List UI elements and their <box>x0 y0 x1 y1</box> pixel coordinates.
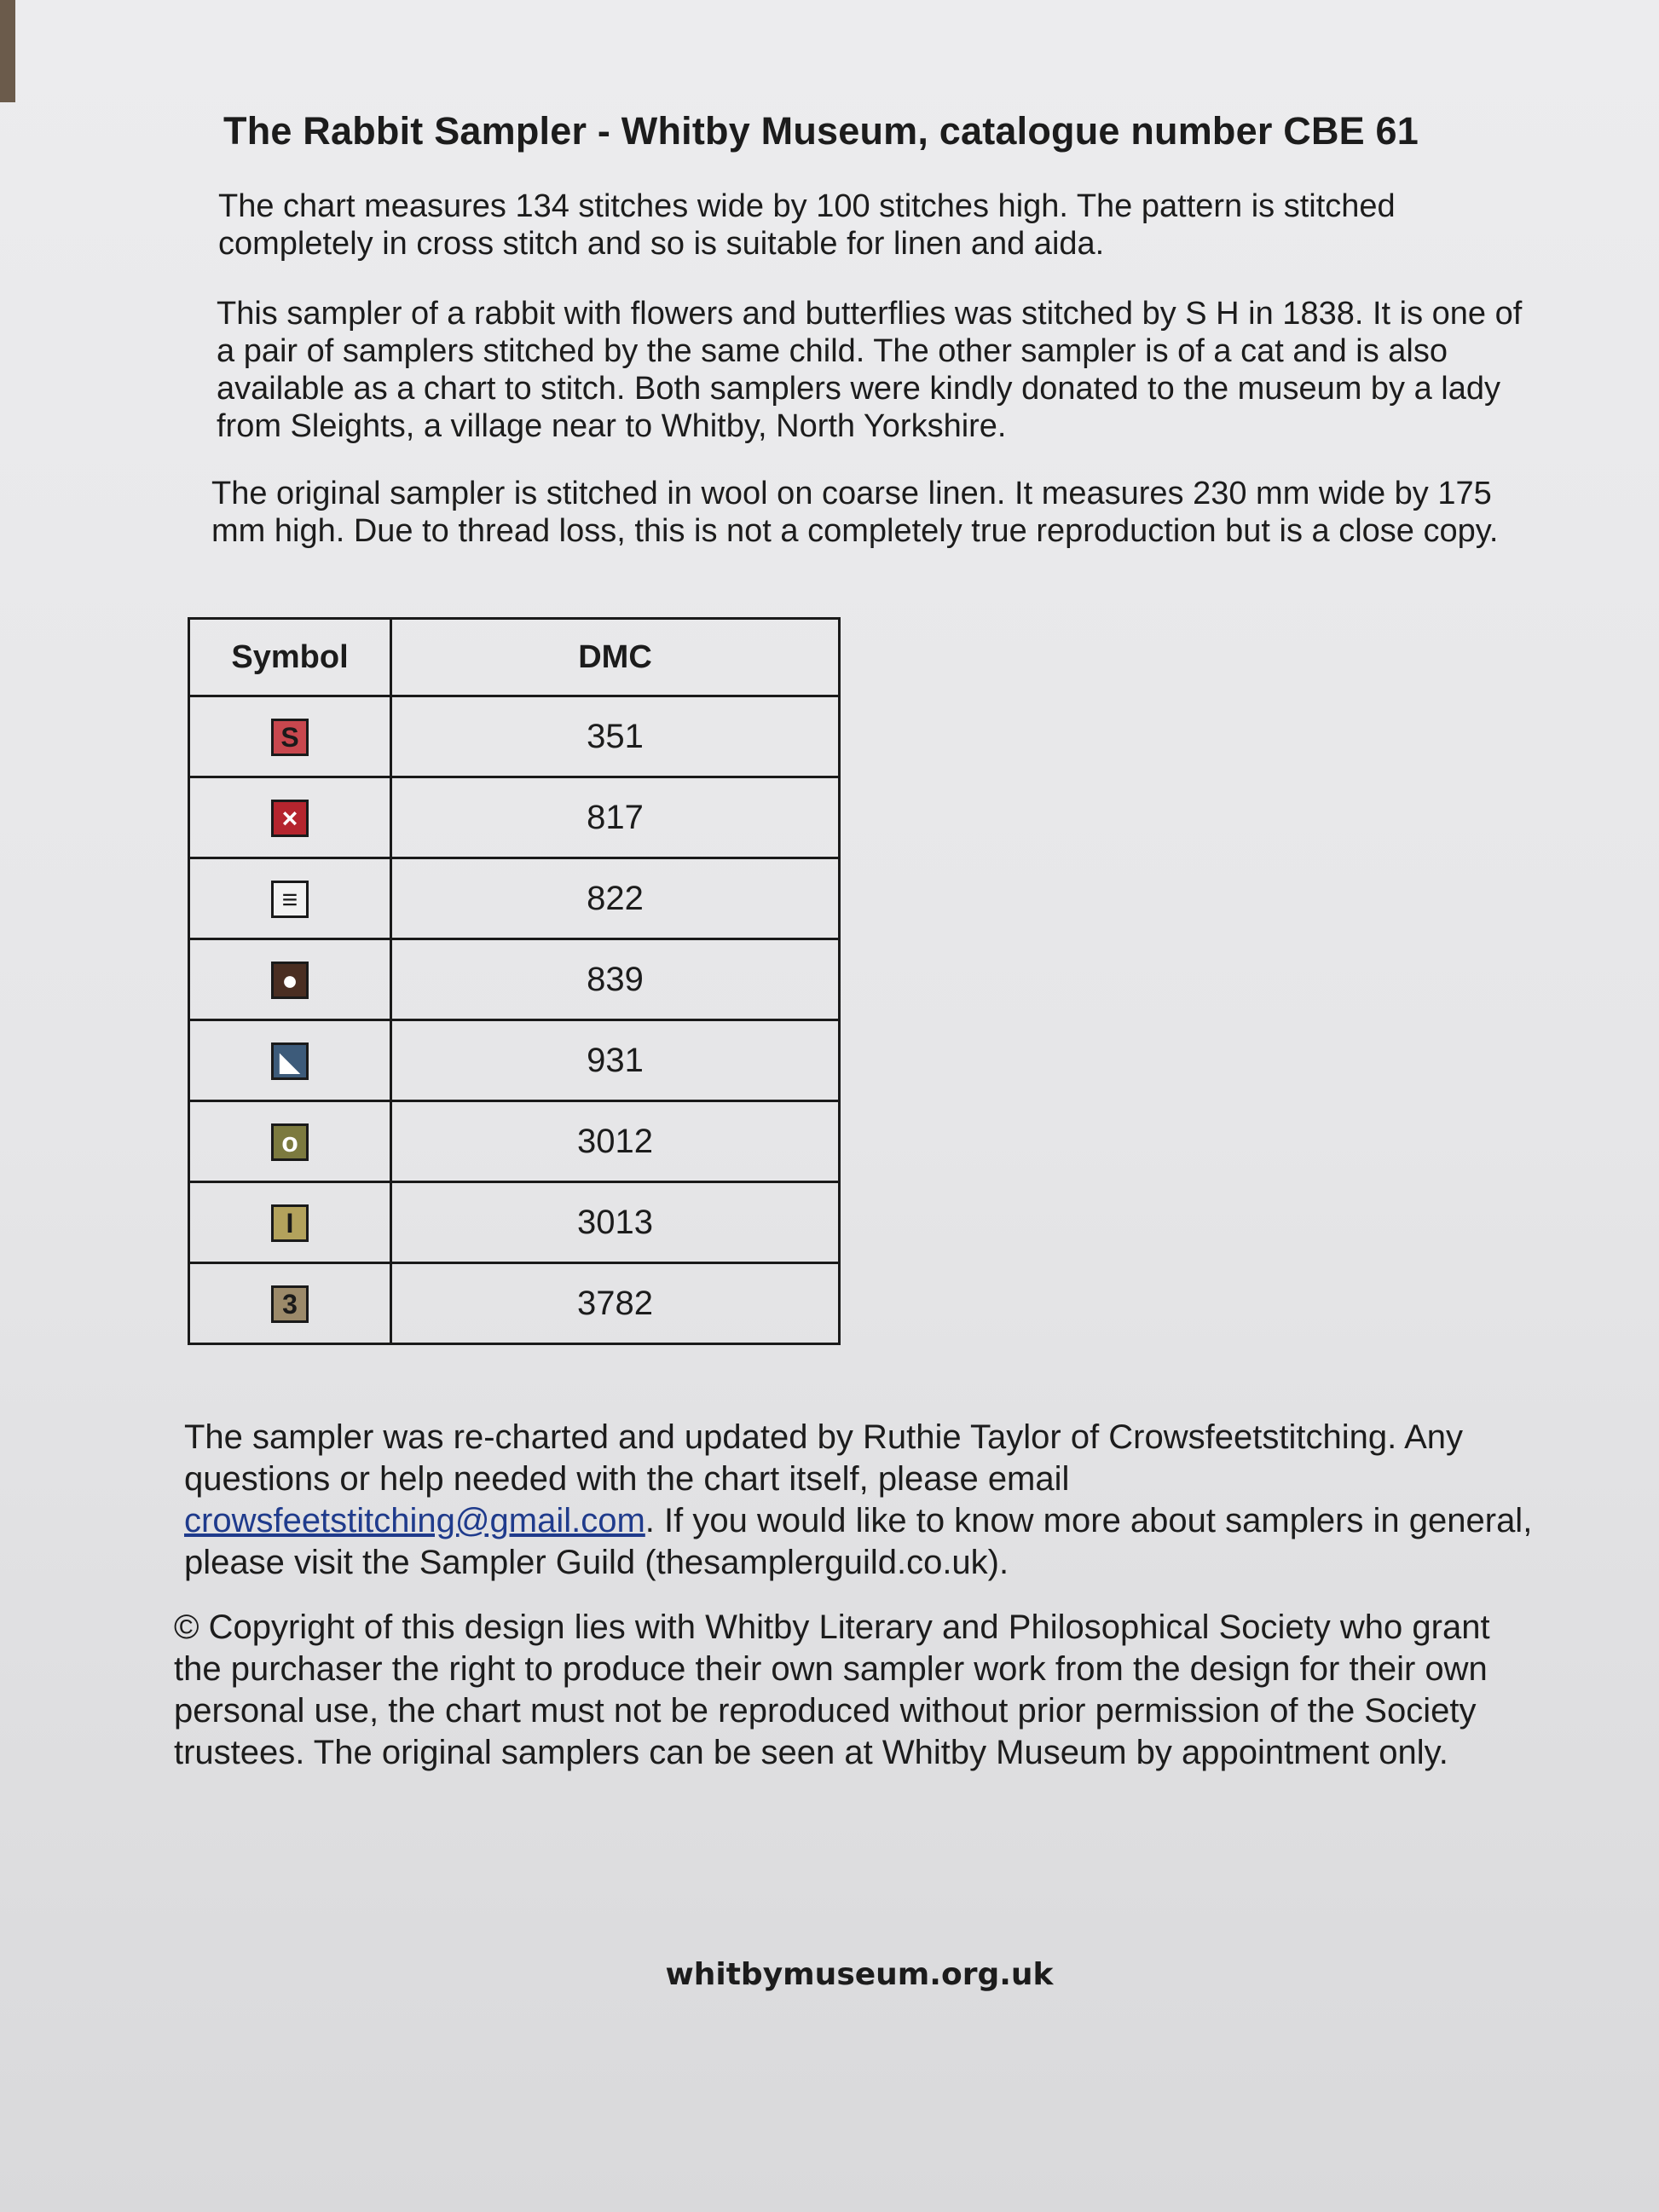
symbol-cell <box>189 696 391 777</box>
symbol-cell <box>189 1020 391 1101</box>
recharted-credit-paragraph <box>184 1417 1548 1584</box>
key-table-body <box>189 696 840 1344</box>
s-symbol-icon: S <box>271 719 309 756</box>
symbol-cell <box>189 1182 391 1263</box>
symbol-cell <box>189 777 391 858</box>
three-symbol-icon: 3 <box>271 1285 309 1323</box>
dmc-number-cell: 817 <box>391 777 840 858</box>
symbol-cell <box>189 939 391 1020</box>
three-bars-symbol-icon: ≡ <box>271 881 309 918</box>
dmc-number-cell: 3782 <box>391 1263 840 1344</box>
footer-website: whitbymuseum.org.uk <box>665 1957 1054 1992</box>
circle-symbol-icon: o <box>271 1123 309 1161</box>
table-row <box>189 939 840 1020</box>
symbol-column-header: Symbol <box>189 619 391 696</box>
table-row <box>189 858 840 939</box>
email-link[interactable]: crowsfeetstitching@gmail.com <box>184 1502 645 1539</box>
table-row <box>189 777 840 858</box>
document-title: The Rabbit Sampler - Whitby Museum, catalogue number CBE 61 <box>223 109 1419 153</box>
dmc-column-header: DMC <box>391 619 840 696</box>
dmc-number-cell: 3013 <box>391 1182 840 1263</box>
dmc-number-cell: 3012 <box>391 1101 840 1182</box>
dmc-number-cell: 839 <box>391 939 840 1020</box>
table-row <box>189 696 840 777</box>
triangle-symbol-icon: ◣ <box>271 1042 309 1080</box>
table-header-row <box>189 619 840 696</box>
dmc-number-cell: 351 <box>391 696 840 777</box>
sampler-history-paragraph: This sampler of a rabbit with flowers and butterflies was stitched by S H in 1838. It is one of a pair of samplers stitched by the same child. The other sampler is of a cat and is also available as a chart to stitch. Both samplers were kindly donated to the museum by a lady from Sleights, a village near to Whitby, North Yorkshire. <box>217 296 1523 444</box>
dmc-number-cell: 931 <box>391 1020 840 1101</box>
table-row <box>189 1101 840 1182</box>
credit-text-continued: . If you would like to know more about samplers in general, please visit the Sampler Guild (thesamplerguild.co.uk). <box>184 1502 1533 1581</box>
credit-text: The sampler was re-charted and updated by Ruthie Taylor of Crowsfeetstitching. Any questions or help needed with the chart itself, please email <box>184 1418 1464 1498</box>
symbol-cell <box>189 858 391 939</box>
bar-symbol-icon: I <box>271 1204 309 1242</box>
dot-symbol-icon: ● <box>271 962 309 999</box>
thread-key-table <box>188 617 841 1345</box>
symbol-cell <box>189 1263 391 1344</box>
original-sampler-paragraph: The original sampler is stitched in wool on coarse linen. It measures 230 mm wide by 175 mm high. Due to thread loss, this is not a completely true reproduction but is a close copy. <box>211 476 1499 549</box>
dmc-number-cell: 822 <box>391 858 840 939</box>
table-row <box>189 1020 840 1101</box>
symbol-cell <box>189 1101 391 1182</box>
copyright-paragraph: © Copyright of this design lies with Whitby Literary and Philosophical Society who grant the purchaser the right to produce their own sampler work from the design for their own personal use, the chart must not be reproduced without prior permission of the Society trustees. The original samplers can be seen at Whitby Museum by appointment only. <box>174 1608 1490 1771</box>
table-row <box>189 1263 840 1344</box>
page-edge-shadow <box>0 0 15 102</box>
table-row <box>189 1182 840 1263</box>
chart-size-paragraph: The chart measures 134 stitches wide by 100 stitches high. The pattern is stitched completely in cross stitch and so is suitable for linen and aida. <box>218 188 1396 262</box>
cross-symbol-icon: × <box>271 800 309 837</box>
